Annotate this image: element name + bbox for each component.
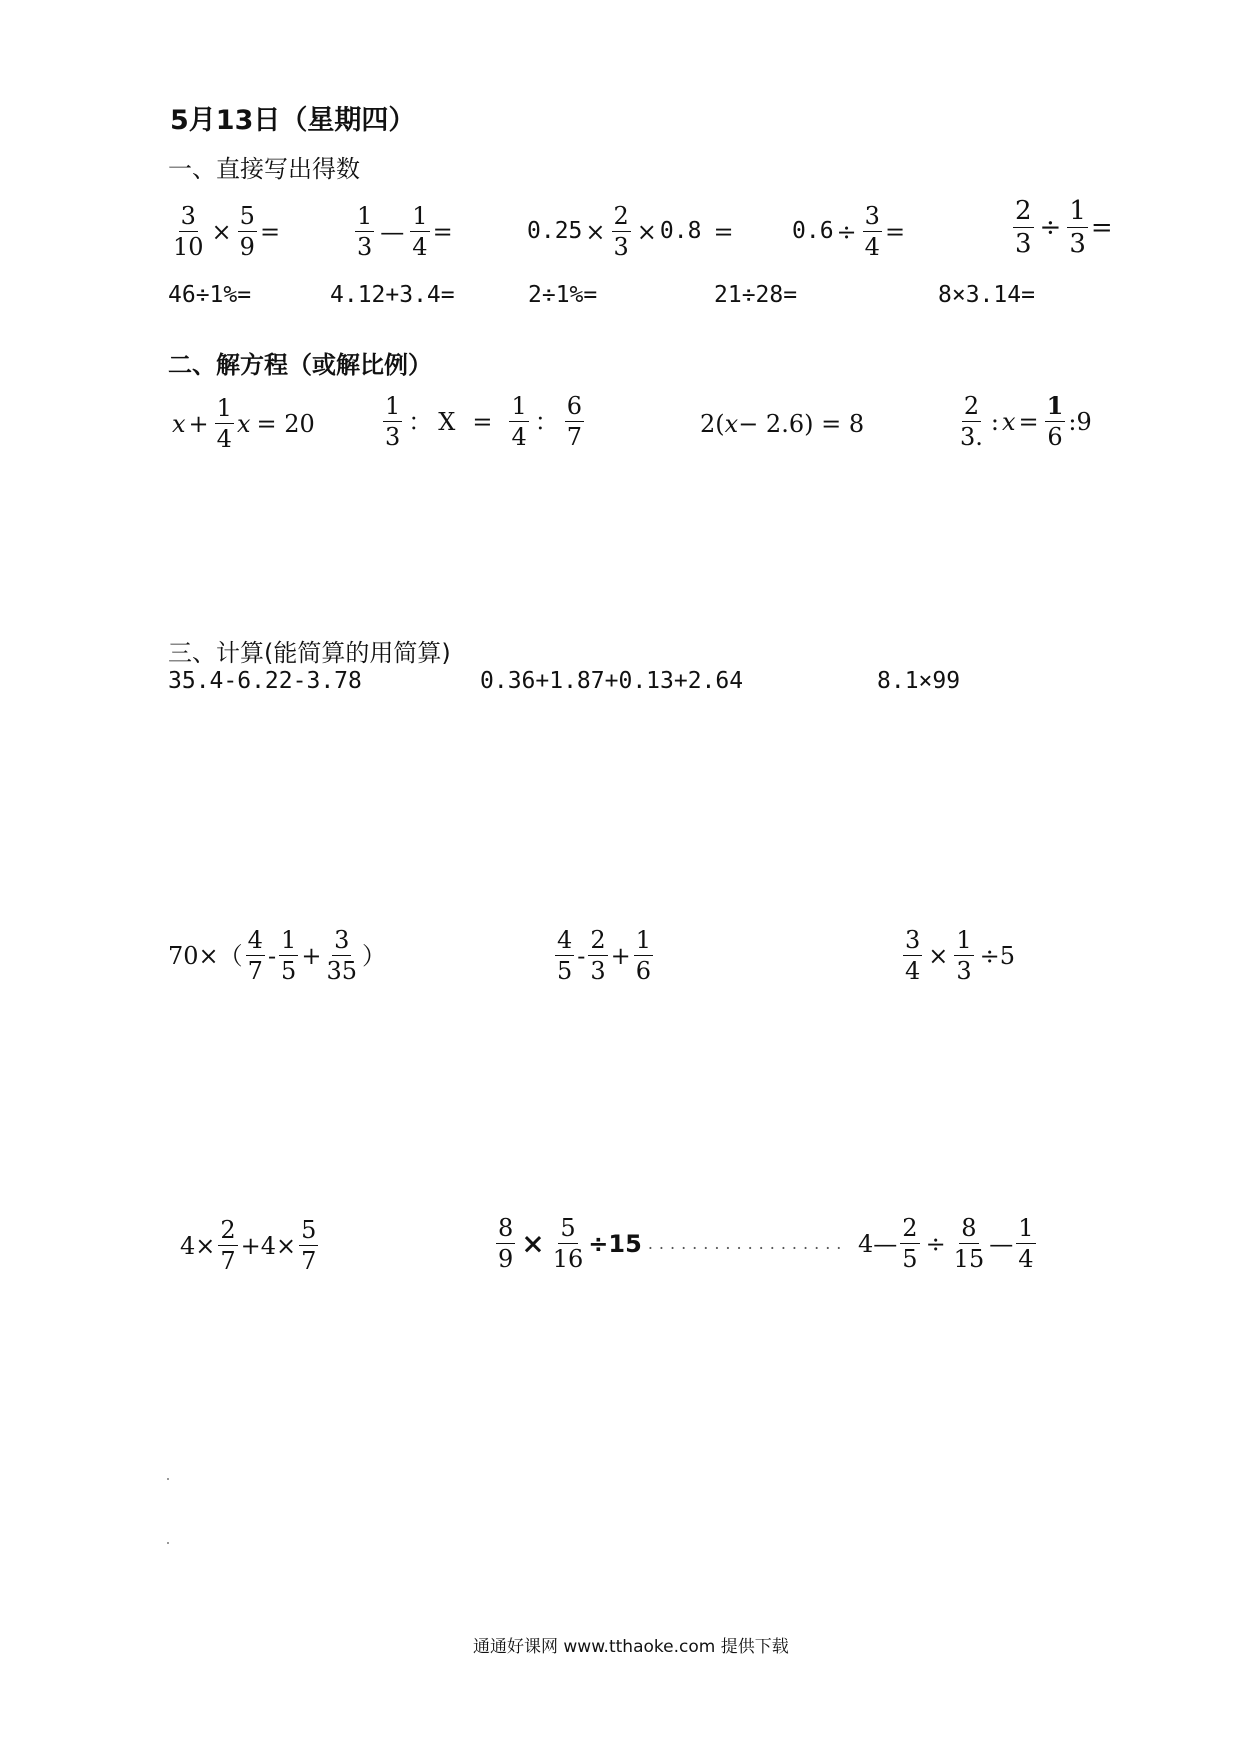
s3-expr-frac-sum: $\frac{4}{5}$ - $\frac{2}{3}$ + $\frac{1}{6}$ [557,926,652,985]
s3-expr-product-div: $\frac{3}{4}$ × $\frac{1}{3}$ ÷5 [905,926,1016,985]
s3-row1-item-2: 0.36+1.87+0.13+2.64 [480,668,744,694]
fraction: $\frac{3}{4}$ [905,926,921,985]
fraction: $\frac{2}{5}$ [902,1214,918,1273]
fraction: $\frac{5}{9}$ [239,202,255,261]
s3-row1-item-1: 35.4-6.22-3.78 [168,668,362,694]
stray-mark [167,1478,169,1480]
fraction: $\frac{2}{7}$ [220,1216,236,1275]
fraction: $\frac{2}{3}$ [613,202,629,261]
s1-expr-2: $\frac{1}{3}$ — $\frac{1}{4}$ = [357,202,453,261]
fraction: $\frac{2}{3.}$ [960,392,983,451]
fraction: $\frac{1}{6}$ [1046,391,1064,451]
s3-expr-70: 70×（ $\frac{4}{7}$ - $\frac{1}{5}$ + $\frac{3}{35}$ ） [168,926,386,985]
s1-expr-3: 0.25 × $\frac{2}{3}$ × 0.8 = [527,202,734,261]
section3-heading: 三、计算(能简算的用简算) [168,639,451,667]
s2-equation-1: x + $\frac{1}{4}$ x = 20 [172,394,315,453]
s1-expr-5: $\frac{2}{3}$ ÷ $\frac{1}{3}$ = [1015,196,1113,259]
s2-equation-3: 2( x − 2.6) = 8 [700,410,865,438]
fraction: $\frac{3}{4}$ [864,202,880,261]
fraction: $\frac{1}{4}$ [511,392,527,451]
s1-row2-item-1: 46÷1%= [168,282,252,308]
fraction: $\frac{8}{15}$ [953,1214,985,1273]
fraction: $\frac{1}{4}$ [216,394,232,453]
fraction: $\frac{5}{16}$ [552,1214,584,1273]
s1-row2-item-5: 8×3.14= [938,282,1035,308]
s3-expr-4x: 4× $\frac{2}{7}$ +4× $\frac{5}{7}$ [180,1216,317,1275]
fraction: $\frac{5}{7}$ [301,1216,317,1275]
s1-row2-item-3: 2÷1%= [528,282,598,308]
s2-equation-4: $\frac{2}{3.}$ : x = $\frac{1}{6}$ :9 [960,391,1092,451]
fraction: $\frac{8}{9}$ [498,1214,514,1273]
fraction: $\frac{2}{3}$ [1015,196,1032,259]
fraction: $\frac{4}{7}$ [247,926,263,985]
fraction: $\frac{1}{4}$ [1018,1214,1034,1273]
fraction: $\frac{3}{35}$ [326,926,357,985]
fraction: $\frac{1}{6}$ [635,926,652,985]
s1-expr-4: 0.6 ÷ $\frac{3}{4}$ = [792,202,906,261]
s3-expr-4-minus: 4— $\frac{2}{5}$ ÷ $\frac{8}{15}$ — $\frac{1}{4}$ [858,1214,1034,1273]
fraction: $\frac{1}{3}$ [956,926,972,985]
fraction: $\frac{1}{3}$ [385,392,401,451]
fraction: $\frac{1}{3}$ [1069,196,1086,259]
s3-expr-8-9: $\frac{8}{9}$ × $\frac{5}{16}$ ÷15 .................. [498,1214,848,1273]
fraction: $\frac{4}{5}$ [557,926,573,985]
section2-heading: 二、解方程（或解比例） [168,351,432,379]
fraction: $\frac{2}{3}$ [590,926,606,985]
dot-leader: .................. [647,1233,848,1253]
footer-credit: 通通好课网 www.tthaoke.com 提供下载 [473,1637,789,1657]
s1-expr-1: $\frac{3}{10}$ × $\frac{5}{9}$ = [173,202,281,261]
fraction: $\frac{1}{5}$ [281,926,297,985]
s3-row1-item-3: 8.1×99 [877,668,961,694]
section1-heading: 一、直接写出得数 [168,155,360,183]
page-title: 5月13日（星期四） [170,105,416,136]
fraction: $\frac{1}{4}$ [412,202,428,261]
fraction: $\frac{3}{10}$ [173,202,204,261]
stray-mark [167,1542,169,1544]
s2-equation-2: $\frac{1}{3}$ ： X = $\frac{1}{4}$ ： $\frac{6}{7}$ [385,392,583,451]
s1-row2-item-2: 4.12+3.4= [330,282,455,308]
fraction: $\frac{6}{7}$ [566,392,583,451]
s1-row2-item-4: 21÷28= [714,282,798,308]
fraction: $\frac{1}{3}$ [357,202,373,261]
